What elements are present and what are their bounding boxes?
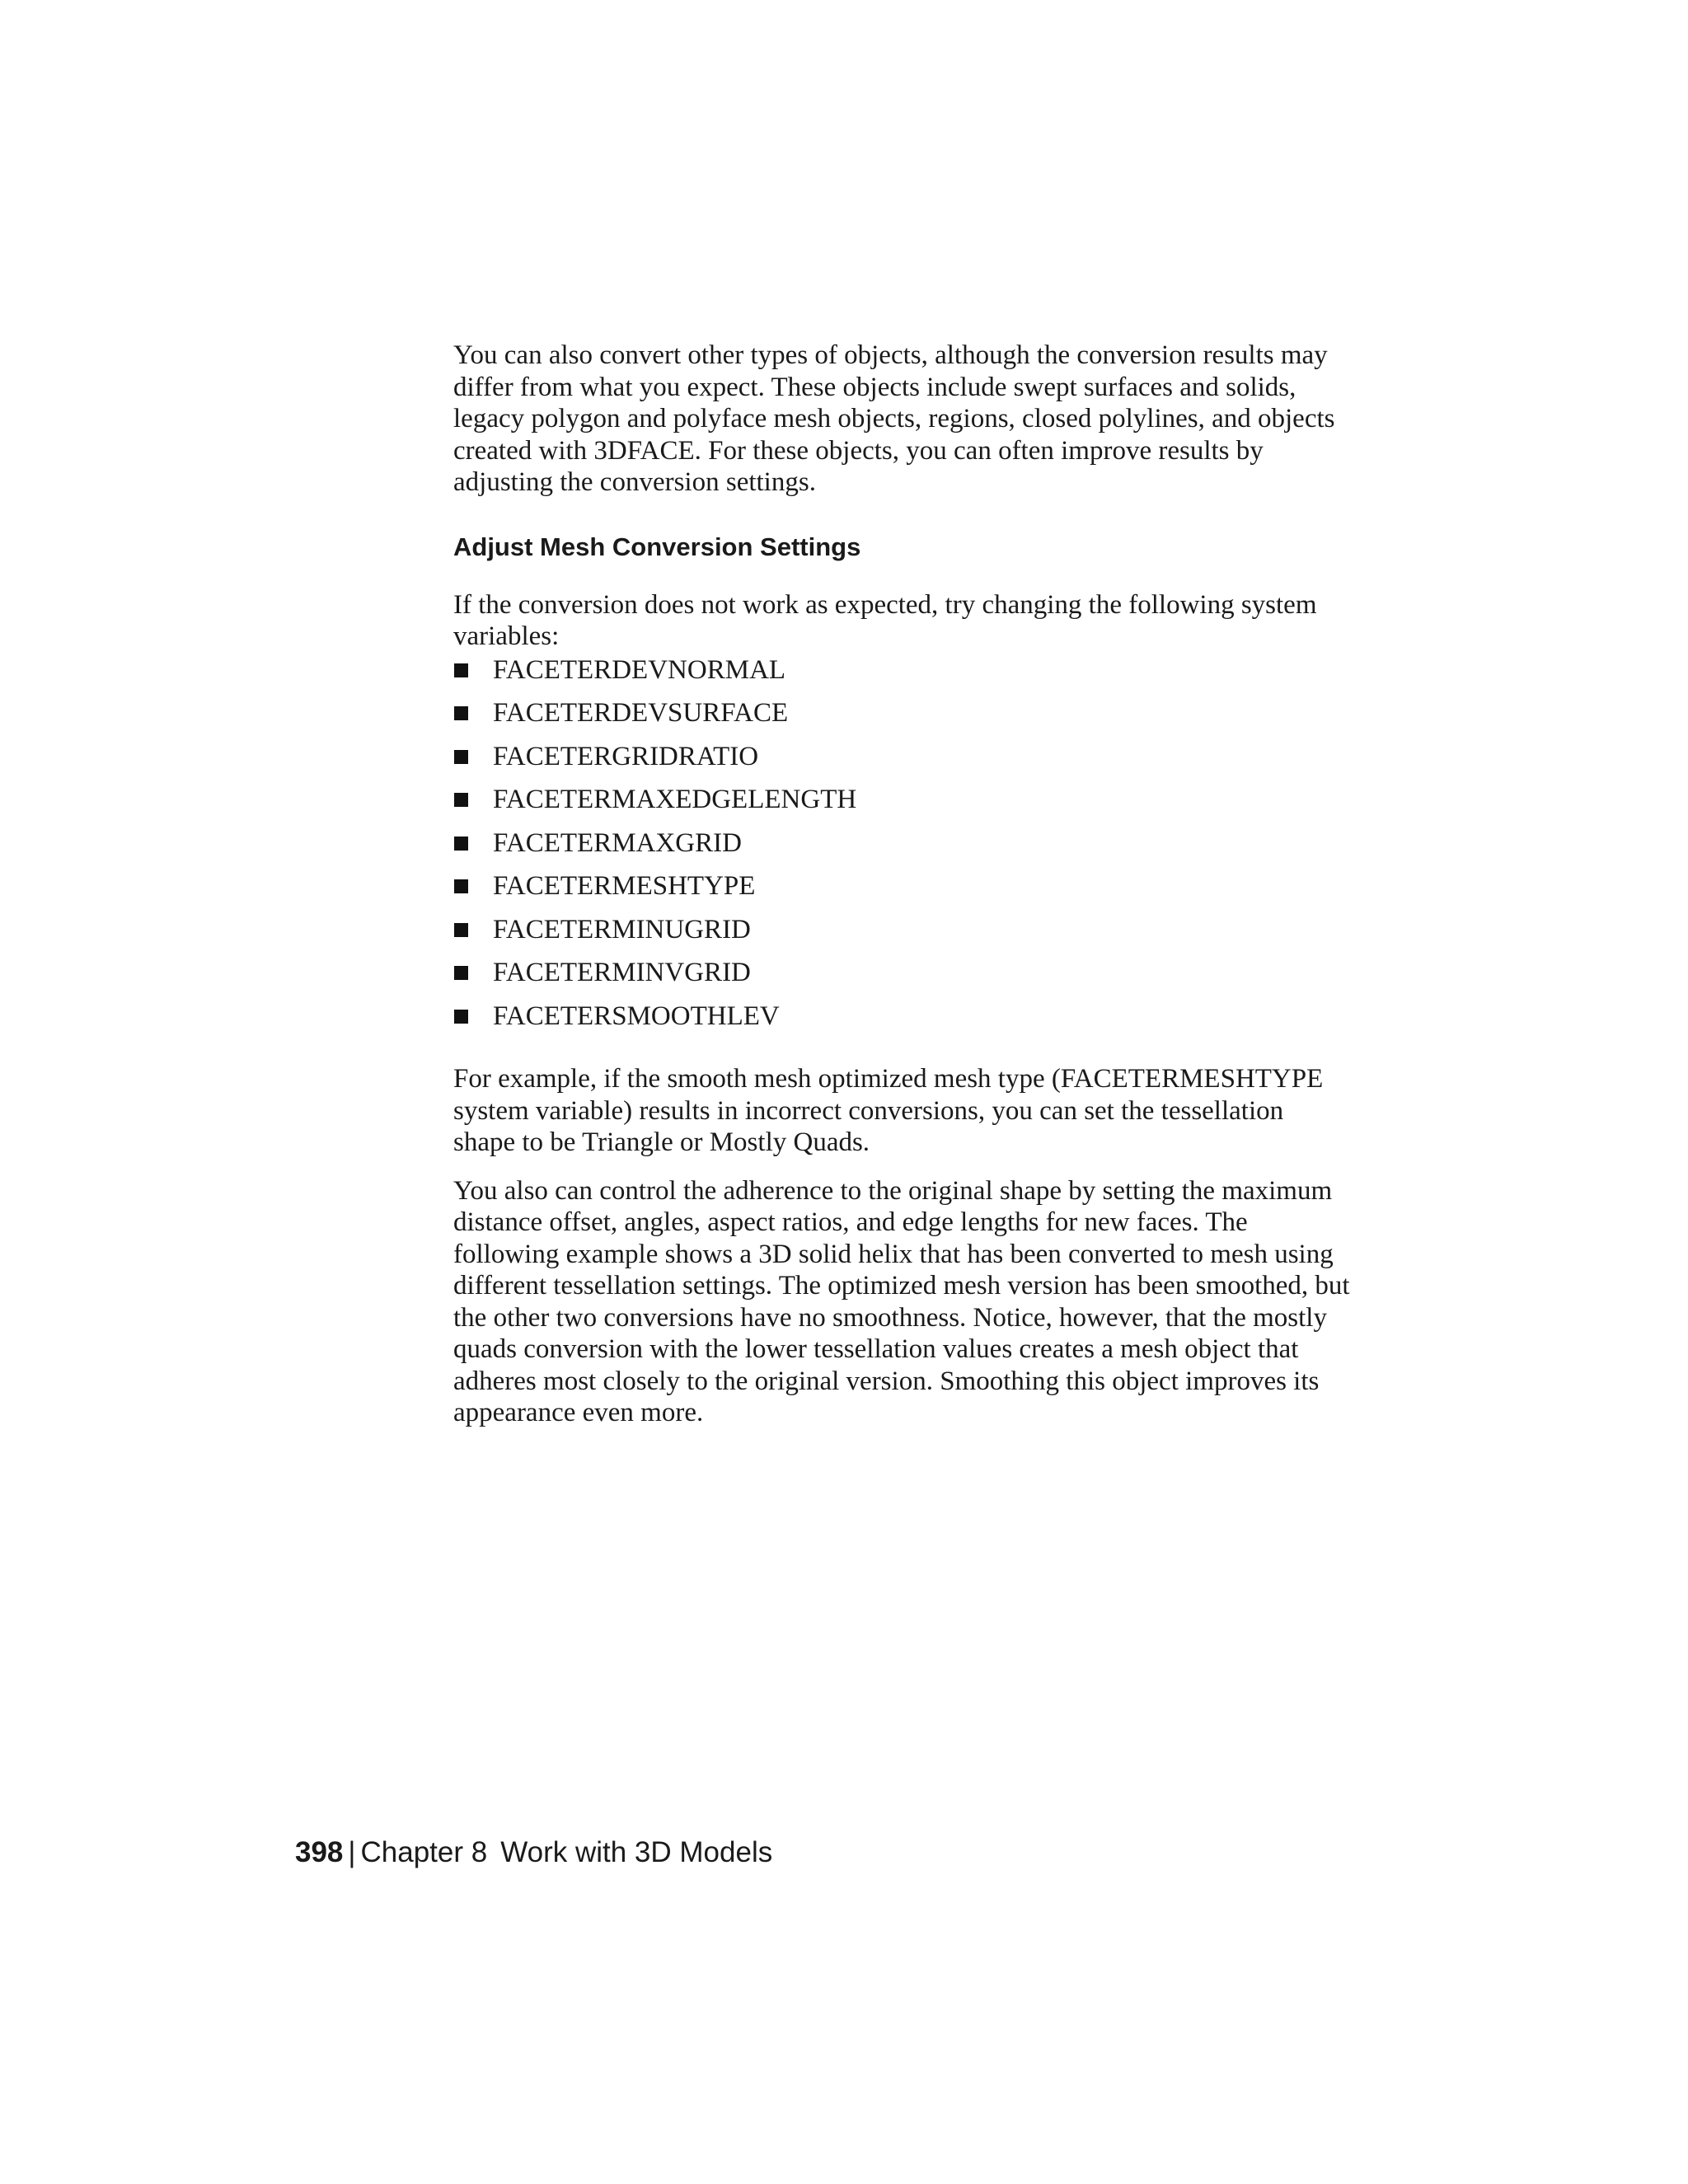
example-paragraph: For example, if the smooth mesh optimized mesh type (FACETERMESHTYPE system variable) results in incorrect conversions, you can set the tessellation shape to be Triangle or Mostly Quads. <box>453 1064 1324 1157</box>
variables-intro-paragraph: If the conversion does not work as expected, try changing the following system variables: <box>453 589 1317 651</box>
system-variables-list <box>453 654 1352 1044</box>
square-bullet-icon <box>454 793 468 807</box>
list-item-label: FACETERDEVSURFACE <box>493 698 789 728</box>
square-bullet-icon <box>454 1010 468 1024</box>
list-item <box>453 784 1352 827</box>
page-content <box>453 340 1352 1429</box>
intro-paragraph: You can also convert other types of objects, although the conversion results may differ from what you expect. These objects include swept surfaces and solids, legacy polygon and polyface mesh objects, regions, closed polylines, and objects created with 3DFACE. For these objects, you can often improve results by adjusting the conversion settings. <box>453 340 1335 497</box>
list-item <box>453 1001 1352 1044</box>
list-item-label: FACETERMAXGRID <box>493 827 742 858</box>
square-bullet-icon <box>454 750 468 764</box>
square-bullet-icon <box>454 663 468 677</box>
chapter-label: Chapter 8 <box>360 1836 488 1868</box>
chapter-title: Work with 3D Models <box>500 1836 773 1868</box>
footer-separator: | <box>348 1836 356 1868</box>
adherence-paragraph: You also can control the adherence to the original shape by setting the maximum distance offset, angles, aspect ratios, and edge lengths for new faces. The following example shows a 3D solid helix that has been converted to mesh using different tessellation settings. The optimized mesh version has been smoothed, but the other two conversions have no smoothness. Notice, however, that the mostly quads conversion with the lower tessellation values creates a mesh object that adheres most closely to the original version. Smoothing this object improves its appearance even more. <box>453 1175 1350 1427</box>
list-item-label: FACETERSMOOTHLEV <box>493 1001 780 1031</box>
square-bullet-icon <box>454 706 468 720</box>
list-item <box>453 827 1352 871</box>
list-item <box>453 741 1352 785</box>
page-footer <box>295 1835 772 1871</box>
list-item-label: FACETERDEVNORMAL <box>493 654 786 685</box>
square-bullet-icon <box>454 879 468 893</box>
section-heading: Adjust Mesh Conversion Settings <box>453 532 861 561</box>
square-bullet-icon <box>454 966 468 980</box>
list-item <box>453 870 1352 914</box>
list-item <box>453 914 1352 958</box>
list-item-label: FACETERMINUGRID <box>493 914 751 944</box>
list-item-label: FACETERMESHTYPE <box>493 871 756 901</box>
list-item-label: FACETERMAXEDGELENGTH <box>493 785 857 814</box>
list-item <box>453 654 1352 698</box>
list-item <box>453 957 1352 1001</box>
page-number: 398 <box>295 1836 344 1868</box>
list-item-label: FACETERMINVGRID <box>493 958 751 987</box>
list-item <box>453 697 1352 741</box>
square-bullet-icon <box>454 837 468 851</box>
list-item-label: FACETERGRIDRATIO <box>493 741 759 771</box>
square-bullet-icon <box>454 923 468 937</box>
